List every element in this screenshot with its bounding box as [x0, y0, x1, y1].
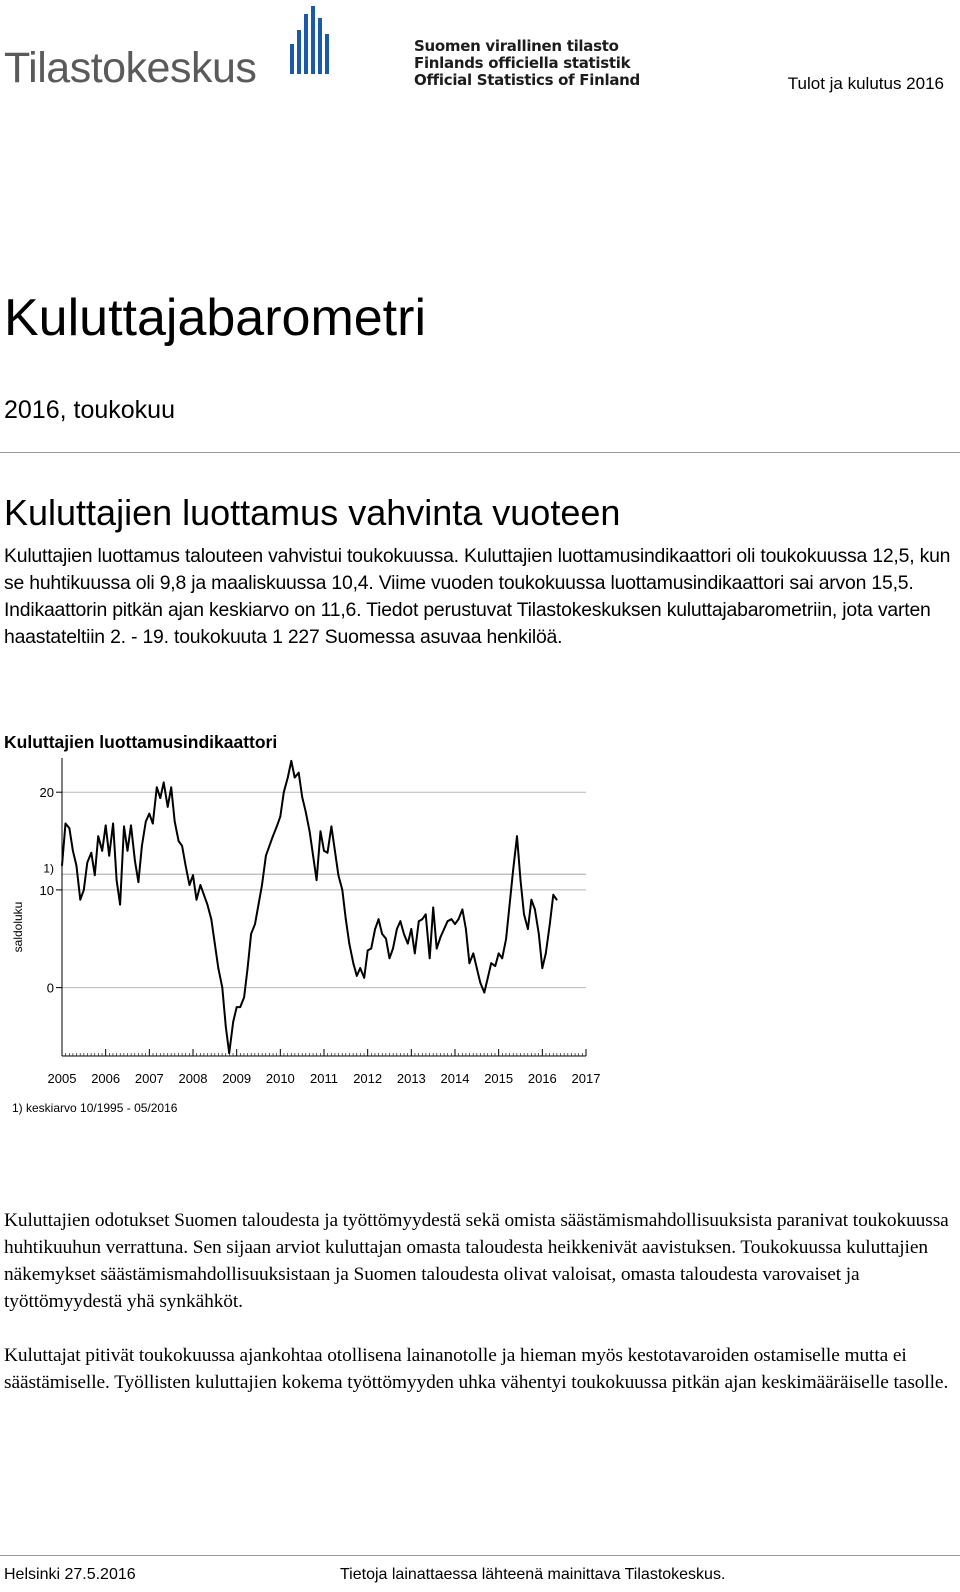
data-point	[86, 862, 88, 864]
average-reference-label: 1)	[43, 861, 54, 876]
page-subtitle: 2016, toukokuu	[4, 396, 175, 424]
chart-labels	[11, 785, 600, 1115]
data-point	[429, 957, 431, 959]
data-point	[250, 933, 252, 935]
data-point	[207, 904, 209, 906]
chart-series	[61, 760, 557, 1054]
data-point	[189, 884, 191, 886]
data-point	[462, 909, 464, 911]
data-point	[305, 811, 307, 813]
x-tick-label: 2009	[222, 1071, 252, 1086]
data-point	[283, 791, 285, 793]
data-point	[545, 953, 547, 955]
data-point	[538, 933, 540, 935]
x-tick-label: 2013	[396, 1071, 426, 1086]
data-point	[436, 948, 438, 950]
data-point	[389, 957, 391, 959]
data-point	[65, 823, 67, 825]
data-point	[469, 962, 471, 964]
data-point	[178, 840, 180, 842]
data-point	[476, 967, 478, 969]
data-point	[458, 918, 460, 920]
chart-svg	[4, 758, 616, 1134]
data-point	[552, 894, 554, 896]
official-statistics-label	[414, 38, 640, 89]
data-point	[170, 786, 172, 788]
data-point	[494, 965, 496, 967]
data-point	[247, 967, 249, 969]
data-point	[381, 933, 383, 935]
x-tick-label: 2012	[353, 1071, 383, 1086]
y-tick-label: 20	[39, 785, 54, 801]
data-point	[403, 933, 405, 935]
data-point	[203, 894, 205, 896]
data-point	[217, 967, 219, 969]
x-tick-label: 2017	[571, 1071, 601, 1086]
data-point	[145, 821, 147, 823]
logo-wordmark: Tilastokeskus	[4, 44, 257, 92]
data-point	[414, 953, 416, 955]
data-point	[79, 899, 81, 901]
data-point	[396, 928, 398, 930]
body-paragraph-2: Kuluttajat pitivät toukokuussa ajankohtaa otollisena lainanotolle ja hieman myös kestotavaroiden ostamiselle mutta ei säästämiselle. Työllisten kuluttajien kokema työttömyyden uhka vähentyi toukokuussa pitkän ajan keskimääräiselle tasolle.	[4, 1345, 949, 1393]
data-point	[392, 948, 394, 950]
x-tick-label: 2011	[310, 1071, 338, 1086]
data-point	[225, 1026, 227, 1028]
data-point	[320, 830, 322, 832]
data-point	[112, 823, 114, 825]
chart-axes	[56, 758, 586, 1056]
headline: Kuluttajien luottamus vahvinta vuoteen	[4, 492, 621, 533]
footer-place-date: Helsinki 27.5.2016	[4, 1566, 136, 1583]
header-divider	[0, 452, 960, 453]
data-point	[181, 845, 183, 847]
data-point	[483, 992, 485, 994]
data-point	[327, 852, 329, 854]
data-point	[119, 904, 121, 906]
data-point	[556, 899, 558, 901]
data-point	[232, 1021, 234, 1023]
data-point	[261, 884, 263, 886]
data-point	[407, 943, 409, 945]
x-tick-label: 2007	[134, 1071, 164, 1086]
chart-gridlines	[62, 792, 586, 987]
data-point	[465, 928, 467, 930]
x-tick-label: 2006	[91, 1071, 121, 1086]
data-point	[512, 870, 514, 872]
data-point	[487, 977, 489, 979]
data-point	[97, 835, 99, 837]
data-point	[378, 918, 380, 920]
data-point	[338, 874, 340, 876]
data-point	[418, 920, 420, 922]
data-point	[400, 920, 402, 922]
data-point	[520, 879, 522, 881]
data-point	[549, 923, 551, 925]
official-line-fi: Suomen virallinen tilasto	[414, 37, 619, 55]
x-tick-label: 2015	[484, 1071, 514, 1086]
data-point	[148, 813, 150, 815]
data-point	[94, 874, 96, 876]
data-point	[243, 997, 245, 999]
data-point	[451, 918, 453, 920]
data-point	[440, 936, 442, 938]
chart-footnote: 1) keskiarvo 10/1995 - 05/2016	[12, 1101, 178, 1115]
data-point	[134, 860, 136, 862]
data-point	[185, 865, 187, 867]
x-tick-label: 2016	[527, 1071, 557, 1086]
data-point	[432, 907, 434, 909]
data-point	[531, 899, 533, 901]
data-point	[374, 928, 376, 930]
data-point	[425, 913, 427, 915]
data-point	[509, 904, 511, 906]
data-point	[258, 904, 260, 906]
data-point	[501, 957, 503, 959]
data-point	[210, 918, 212, 920]
data-point	[443, 928, 445, 930]
data-point	[490, 962, 492, 964]
x-tick-label: 2014	[440, 1071, 470, 1086]
data-point	[348, 943, 350, 945]
data-point	[76, 865, 78, 867]
data-point	[69, 827, 71, 829]
data-point	[163, 782, 165, 784]
y-axis-label: saldoluku	[11, 901, 25, 953]
page-title: Kuluttajabarometri	[4, 289, 426, 347]
data-point	[116, 879, 118, 881]
data-point	[334, 850, 336, 852]
data-point	[294, 777, 296, 779]
data-point	[83, 889, 85, 891]
data-point	[447, 920, 449, 922]
data-point	[236, 1006, 238, 1008]
footer-divider	[0, 1555, 960, 1556]
data-point	[385, 938, 387, 940]
data-point	[367, 950, 369, 952]
official-line-en: Official Statistics of Finland	[414, 71, 640, 89]
data-point	[72, 850, 74, 852]
official-line-sv: Finlands officiella statistik	[414, 54, 631, 72]
data-point	[254, 923, 256, 925]
data-point	[200, 884, 202, 886]
data-point	[359, 967, 361, 969]
data-point	[287, 777, 289, 779]
data-point	[228, 1052, 230, 1054]
data-point	[239, 1006, 241, 1008]
data-point	[141, 845, 143, 847]
data-point	[156, 786, 158, 788]
data-point	[108, 855, 110, 857]
data-point	[312, 855, 314, 857]
data-point	[90, 852, 92, 854]
data-point	[221, 987, 223, 989]
data-point	[309, 830, 311, 832]
data-point	[301, 796, 303, 798]
data-point	[498, 953, 500, 955]
data-point	[527, 928, 529, 930]
lead-paragraph: Kuluttajien luottamus talouteen vahvistui toukokuussa. Kuluttajien luottamusindikaattori oli toukokuussa 12,5, kun se huhtikuussa oli 9,8 ja maaliskuussa 10,4. Viime vuoden toukokuussa luottamusindikaattori sai arvon 15,5. Indikaattorin pitkän ajan keskiarvo on 11,6. Tiedot perustuvat Tilastokeskuksen kuluttajabarometriin, jota varten haastateltiin 2. - 19. toukokuuta 1 227 Suomessa asuvaa henkilöä.	[4, 545, 951, 648]
data-point	[276, 826, 278, 828]
data-point	[272, 835, 274, 837]
data-point	[534, 909, 536, 911]
data-point	[167, 806, 169, 808]
data-point	[421, 918, 423, 920]
data-point	[279, 816, 281, 818]
data-point	[516, 835, 518, 837]
data-point	[290, 760, 292, 762]
data-point	[410, 928, 412, 930]
x-tick-label: 2005	[47, 1071, 77, 1086]
data-point	[214, 943, 216, 945]
data-point	[123, 826, 125, 828]
data-point	[352, 962, 354, 964]
data-point	[159, 797, 161, 799]
data-point	[138, 881, 140, 883]
x-tick-label: 2010	[265, 1071, 295, 1086]
confidence-chart	[4, 758, 616, 1134]
data-point	[345, 918, 347, 920]
x-tick-label: 2008	[178, 1071, 208, 1086]
data-point	[541, 967, 543, 969]
data-point	[323, 850, 325, 852]
data-point	[196, 899, 198, 901]
data-point	[479, 982, 481, 984]
data-point	[101, 850, 103, 852]
logo-bars-icon	[290, 4, 336, 88]
data-point	[370, 948, 372, 950]
data-point	[127, 850, 129, 852]
data-point	[356, 975, 358, 977]
data-point	[265, 855, 267, 857]
data-point	[152, 823, 154, 825]
data-point	[472, 953, 474, 955]
data-point	[192, 874, 194, 876]
chart-heading: Kuluttajien luottamusindikaattori	[4, 732, 278, 752]
data-point	[363, 977, 365, 979]
y-tick-label: 10	[39, 882, 54, 898]
data-point	[130, 825, 132, 827]
y-tick-label: 0	[46, 980, 54, 996]
data-point	[269, 845, 271, 847]
series-label: Tulot ja kulutus 2016	[787, 74, 944, 93]
body-paragraph-1: Kuluttajien odotukset Suomen taloudesta ja työttömyydestä sekä omista säästämismahdollisuuksista paranivat toukokuussa huhtikuuhun verrattuna. Sen sijaan arviot kuluttajan omasta taloudesta heikkenivät aavistuksen. Toukokuussa kuluttajien näkemykset säästämismahdollisuuksistaan ja Suomen taloudesta olivat valoisat, omasta taloudesta varovaiset ja työttömyydestä yhä synkähköt.	[4, 1210, 949, 1312]
data-point	[316, 879, 318, 881]
data-point	[505, 938, 507, 940]
data-point	[298, 772, 300, 774]
data-point	[61, 865, 63, 867]
data-point	[341, 889, 343, 891]
data-point	[454, 923, 456, 925]
data-point	[105, 825, 107, 827]
footer-citation: Tietoja lainattaessa lähteenä mainittava Tilastokeskus.	[340, 1566, 726, 1583]
data-point	[331, 826, 333, 828]
data-point	[174, 821, 176, 823]
series-line	[62, 761, 557, 1053]
data-point	[523, 913, 525, 915]
